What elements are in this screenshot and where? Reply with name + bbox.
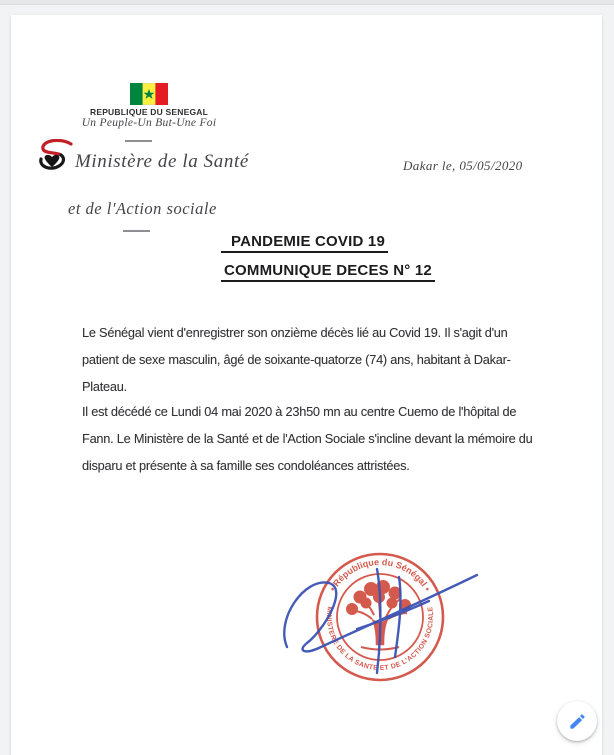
dateline: Dakar le, 05/05/2020 <box>403 158 523 173</box>
viewer-top-strip <box>0 0 614 5</box>
edit-pencil-icon <box>568 712 587 731</box>
edit-fab-button[interactable] <box>557 701 597 741</box>
communique-titles <box>221 233 541 291</box>
paragraph-2 <box>82 398 592 479</box>
paragraph-line: disparu et présente à sa famille ses condoléances attristées. <box>82 458 410 473</box>
stamp-bottom-arc-text: MINISTERE DE LA SANTE ET DE L'ACTION SOCIALE <box>324 605 436 673</box>
title-pandemie: PANDEMIE COVID 19 <box>221 233 541 253</box>
header-divider-2 <box>123 230 150 232</box>
paragraph-1 <box>82 319 592 400</box>
republic-title: REPUBLIQUE DU SENEGAL <box>89 107 209 117</box>
national-motto: Un Peuple-Un But-Une Foi <box>81 117 217 129</box>
paragraph-line: Le Sénégal vient d'enregistrer son onzième décès lié au Covid 19. Il s'agit d'un <box>82 325 508 340</box>
ministry-logo-icon <box>31 139 75 181</box>
document-page <box>11 15 602 755</box>
paragraph-line: Plateau. <box>82 379 127 394</box>
stamp-top-arc-text: • République du Sénégal • <box>327 556 433 594</box>
official-stamp-and-signature <box>273 531 493 696</box>
ministry-name-line1: Ministère de la Santé <box>75 151 249 172</box>
senegal-flag-icon <box>130 83 168 105</box>
ministry-name-line2: et de l'Action sociale <box>68 199 217 218</box>
paragraph-line: Fann. Le Ministère de la Santé et de l'Action Sociale s'incline devant la mémoire du <box>82 431 533 446</box>
paragraph-line: Il est décédé ce Lundi 04 mai 2020 à 23h50 mn au centre Cuemo de l'hôpital de <box>82 404 517 419</box>
paragraph-line: patient de sexe masculin, âgé de soixante-quatorze (74) ans, habitant à Dakar- <box>82 352 511 367</box>
header-divider <box>125 140 152 142</box>
title-communique: COMMUNIQUE DECES N° 12 <box>221 262 541 282</box>
